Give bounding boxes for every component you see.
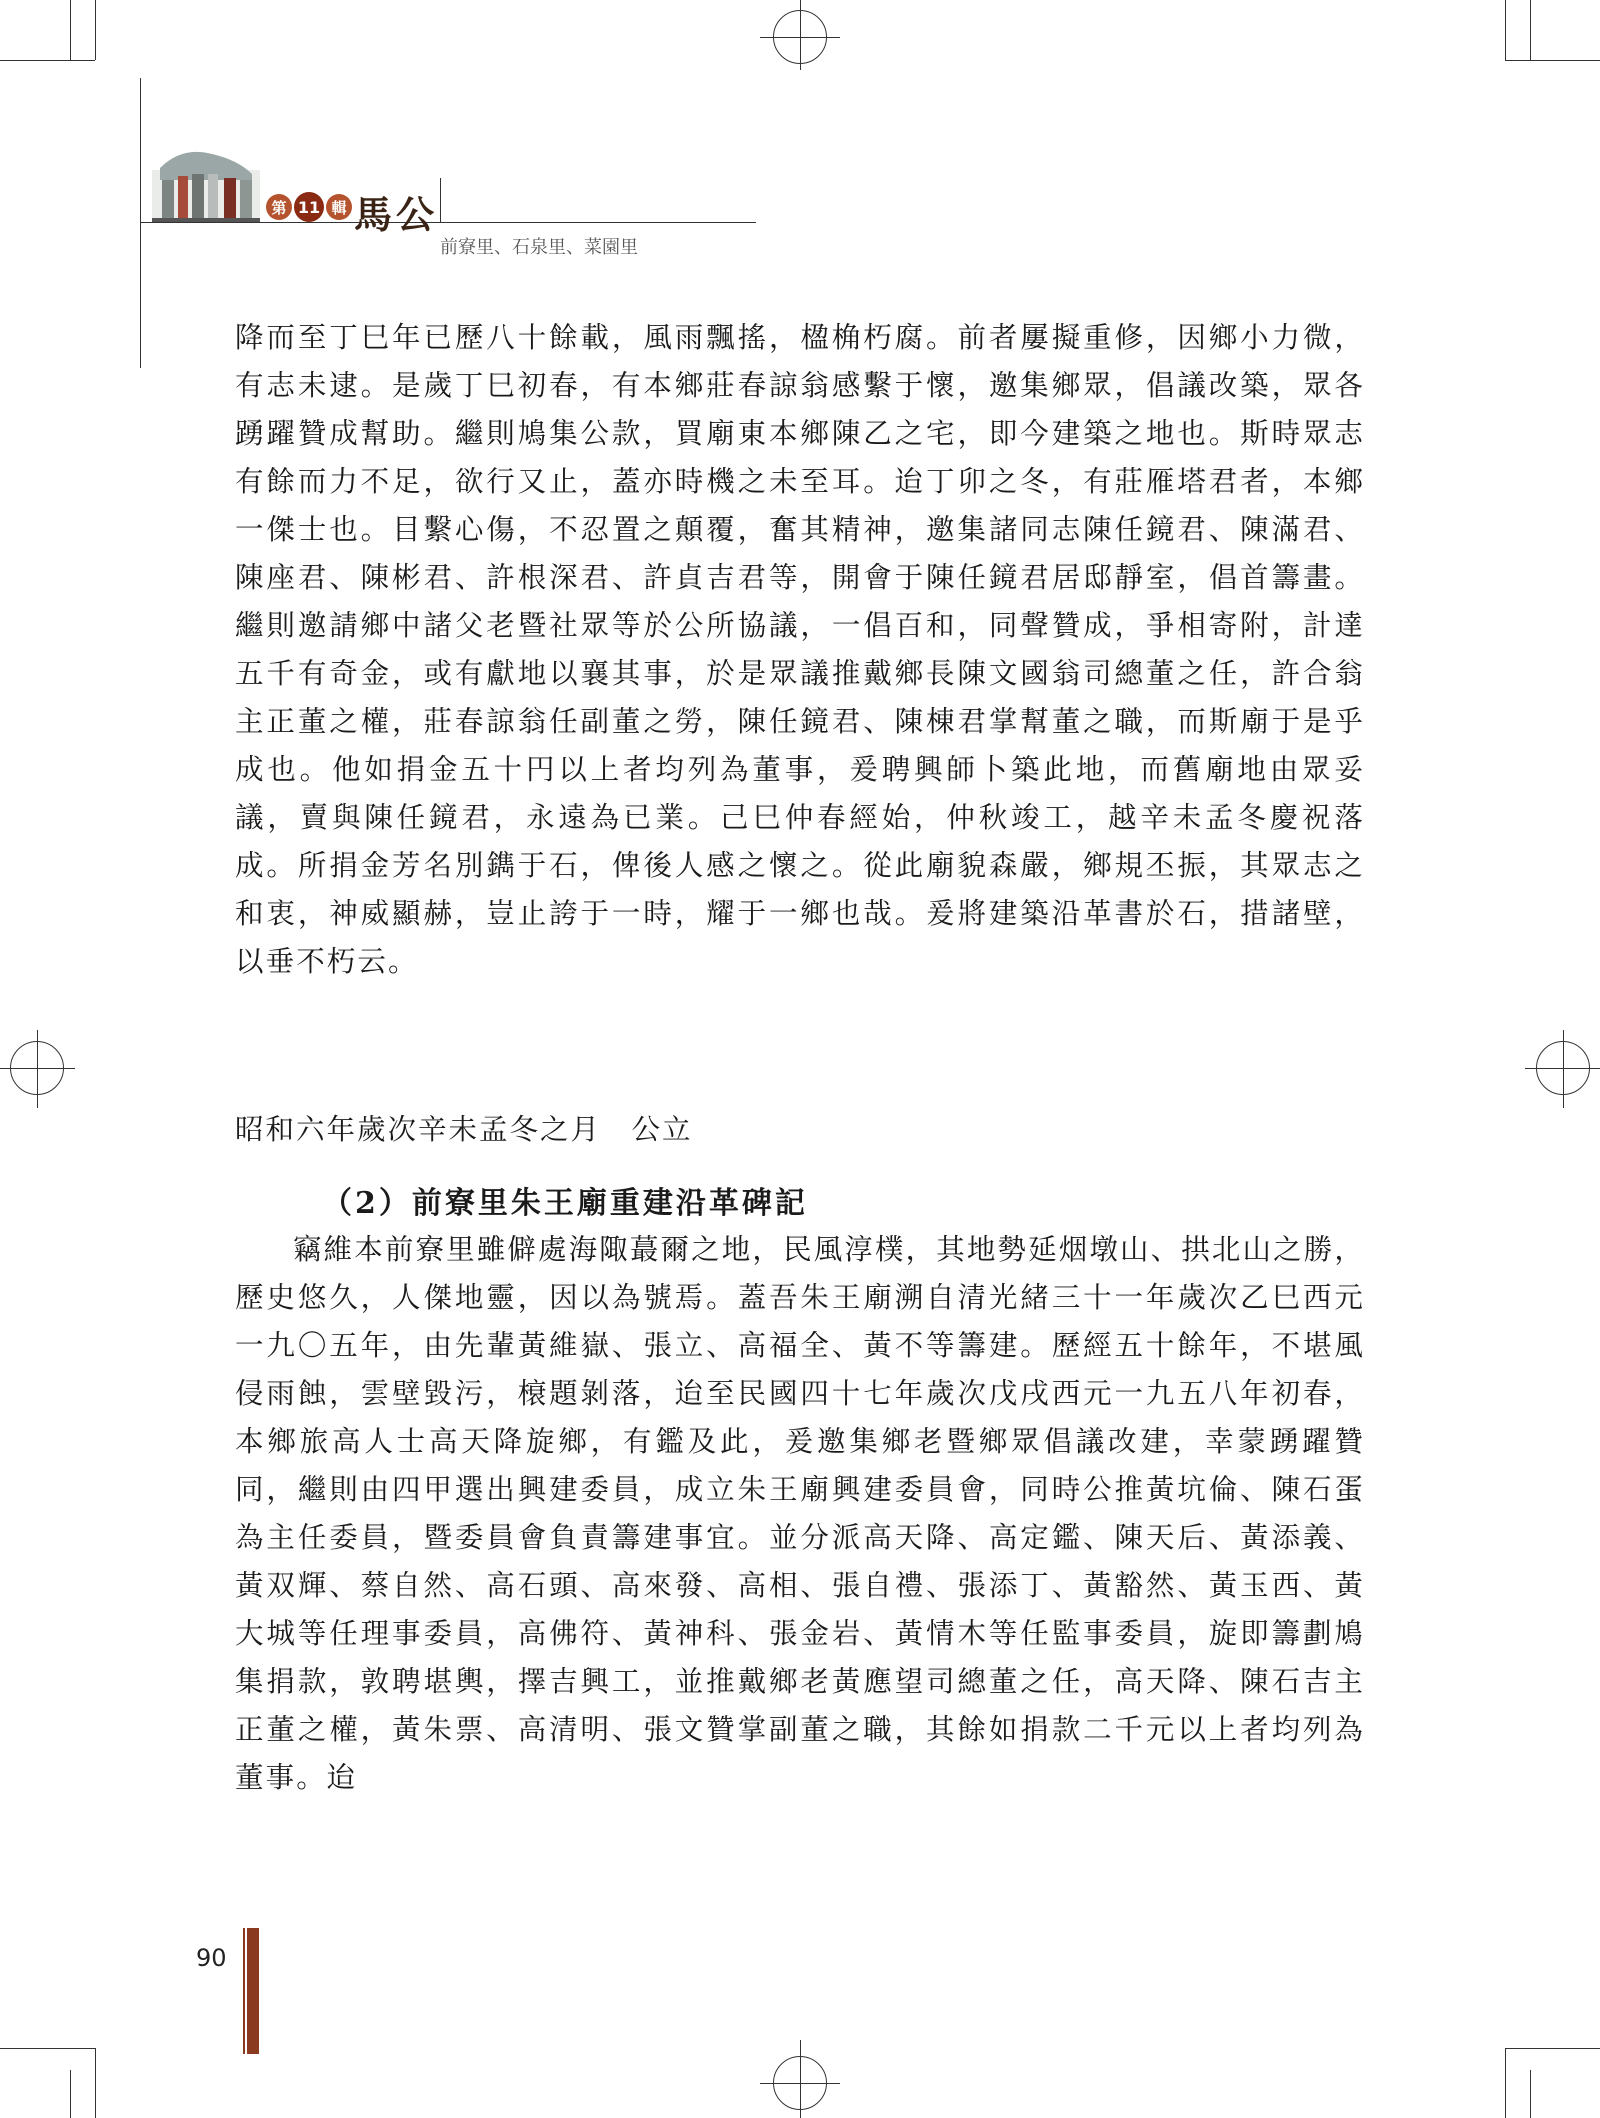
- crop-mark: [0, 2048, 95, 2049]
- body-paragraph: 竊維本前寮里雖僻處海陬蕞爾之地，民風淳樸，其地勢延烟墩山、拱北山之勝，歷史悠久，人傑地靈，因以為號焉。蓋吾朱王廟溯自清光緒三十一年歲次乙巳西元一九〇五年，由先輩黃維嶽、張立、高福全、黃不等籌建。歷經五十餘年，不堪風侵雨蝕，雲壁毀污，榱題剝落，迨至民國四十七年歲次戊戌西元一九五八年初春，本鄉旅高人士高天降旋鄉，有鑑及此，爰邀集鄉老暨鄉眾倡議改建，幸蒙踴躍贊同，繼則由四甲選出興建委員，成立朱王廟興建委員會，同時公推黃坑倫、陳石蛋為主任委員，暨委員會負責籌建事宜。並分派高天降、高定鑑、陳天后、黃添義、黃双輝、蔡自然、高石頭、高來發、高相、張自禮、張添丁、黃豁然、黃玉西、黃大城等任理事委員，高佛符、黃神科、張金岩、黃情木等任監事委員，旋即籌劃鳩集捐款，敦聘堪輿，擇吉興工，並推戴鄉老黃應望司總董之任，高天降、陳石吉主正董之權，黃朱票、高清明、張文贊掌副董之職，其餘如捐款二千元以上者均列為董事。迨: [235, 1233, 1365, 1794]
- crop-mark: [1505, 2048, 1600, 2049]
- volume-prefix: 第: [266, 194, 292, 220]
- crop-mark: [1530, 0, 1531, 60]
- page-number: 90: [196, 1944, 227, 1972]
- chapter-subtitle: 前寮里、石泉里、菜園里: [440, 237, 638, 258]
- volume-badge: [266, 192, 352, 222]
- header-rule-vertical: [140, 78, 141, 368]
- crop-mark: [1505, 60, 1600, 61]
- body-paragraph: 降而至丁巳年已歷八十餘載，風雨飄搖，楹桷朽腐。前者屢擬重修，因鄉小力微，有志未逮。是歲丁巳初春，有本鄉莊春諒翁感繫于懷，邀集鄉眾，倡議改築，眾各踴躍贊成幫助。繼則鳩集公款，買廟東本鄉陳乙之宅，即今建築之地也。斯時眾志有餘而力不足，欲行又止，蓋亦時機之未至耳。迨丁卯之冬，有莊雁塔君者，本鄉一傑士也。目繫心傷，不忍置之顛覆，奮其精神，邀集諸同志陳任鏡君、陳滿君、陳座君、陳彬君、許根深君、許貞吉君等，開會于陳任鏡君居邸靜室，倡首籌畫。繼則邀請鄉中諸父老暨社眾等於公所協議，一倡百和，同聲贊成，爭相寄附，計達五千有奇金，或有獻地以襄其事，於是眾議推戴鄉長陳文國翁司總董之任，許合翁主正董之權，莊春諒翁任副董之勞，陳任鏡君、陳棟君掌幫董之職，而斯廟于是乎成也。他如捐金五十円以上者均列為董事，爰聘興師卜築此地，而舊廟地由眾妥議，賣與陳任鏡君，永遠為已業。己巳仲春經始，仲秋竣工，越辛未孟冬慶祝落成。所捐金芳名別鐫于石，俾後人感之懷之。從此廟貌森嚴，鄉規丕振，其眾志之和衷，神威顯赫，豈止誇于一時，耀于一鄉也哉。爰將建築沿革書於石，措諸壁，以垂不朽云。: [235, 321, 1365, 978]
- inscription-date: 昭和六年歲次辛未孟冬之月 公立: [235, 1113, 693, 1146]
- header-rule: [140, 222, 756, 223]
- registration-line: [1563, 1030, 1564, 1108]
- book-title: 馬公: [354, 192, 439, 237]
- crop-mark: [70, 2070, 71, 2118]
- page-bar-decoration: [247, 1928, 259, 2054]
- page-bar-decoration: [243, 1928, 245, 2054]
- temple-gate-icon: [152, 140, 260, 222]
- section-heading: （2）前寮里朱王廟重建沿革碑記: [322, 1186, 808, 1221]
- crop-mark: [1505, 2048, 1506, 2118]
- volume-suffix: 輯: [326, 194, 352, 220]
- crop-mark: [0, 60, 95, 61]
- header-divider: [440, 178, 441, 222]
- crop-mark: [1530, 2070, 1531, 2118]
- crop-mark: [70, 0, 71, 60]
- registration-line: [800, 0, 801, 70]
- registration-line: [800, 2040, 801, 2118]
- crop-mark: [95, 0, 96, 60]
- crop-mark: [95, 2048, 96, 2118]
- registration-line: [37, 1030, 38, 1108]
- crop-mark: [1505, 0, 1506, 60]
- volume-number: 11: [294, 192, 324, 222]
